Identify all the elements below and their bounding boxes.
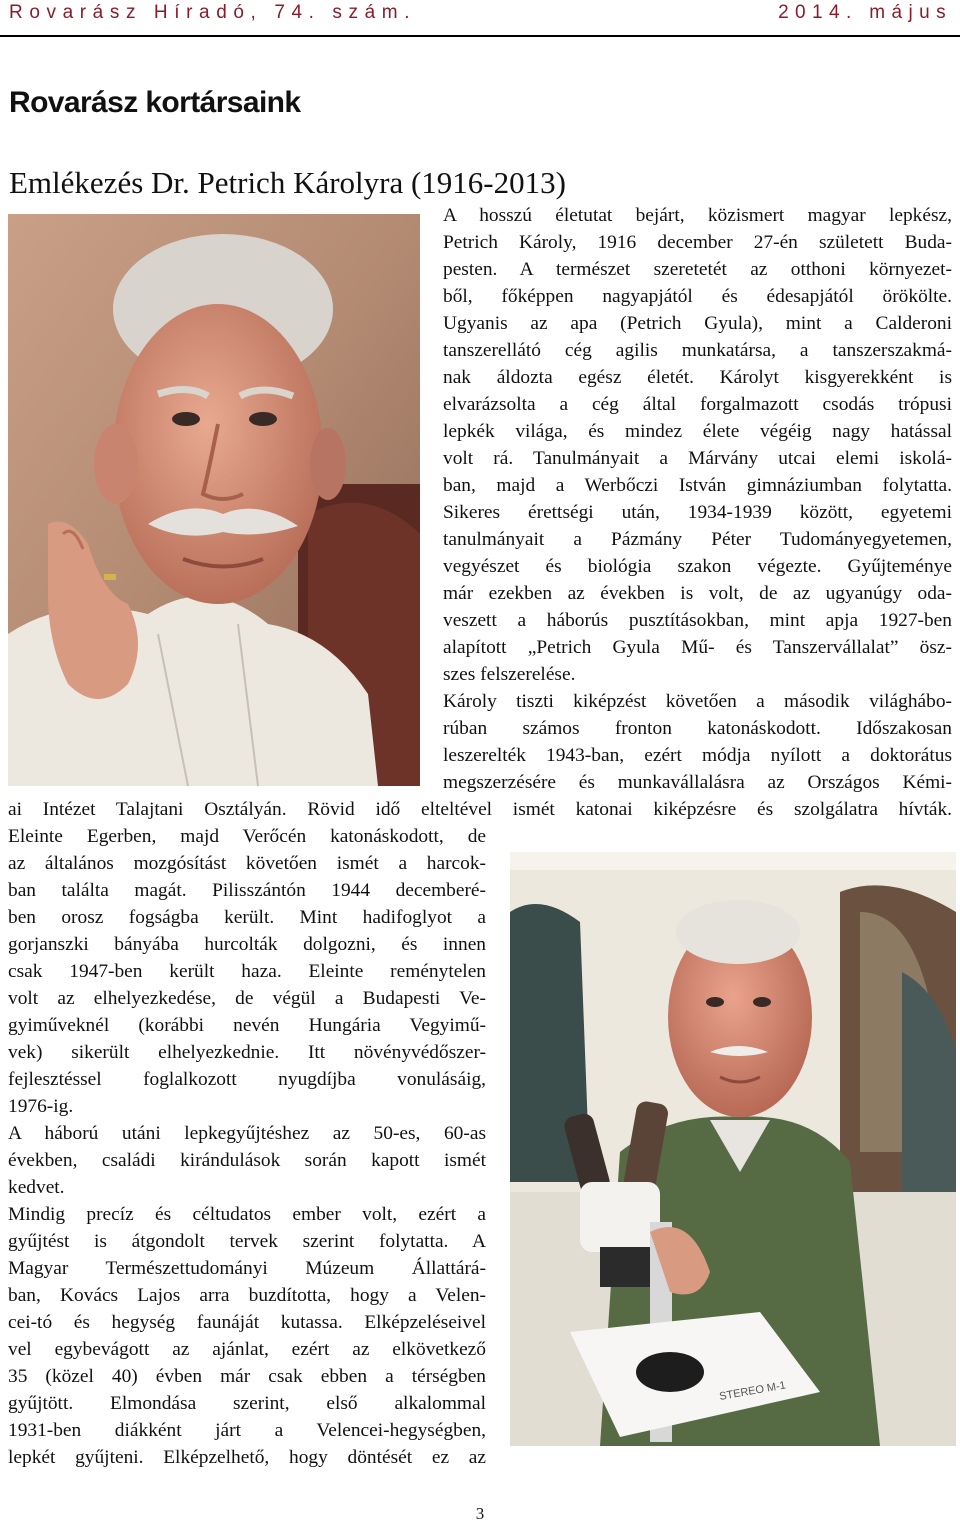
text-line: 35 (közel 40) évben már csak ebben a térségben	[8, 1366, 486, 1387]
text-line: az általános mozgósítást követően ismét a harcok-	[8, 853, 486, 874]
text-line: alapított „Petrich Gyula Mű- és Tanszervállalat” ösz-	[443, 637, 952, 658]
portrait-photo	[8, 214, 420, 786]
text-line: években, családi kirándulások során kapott ismét	[8, 1150, 486, 1171]
text-line: gyűjtött. Elmondása szerint, első alkalommal	[8, 1393, 486, 1414]
text-line: leszerelték 1943-ban, ezért módja nyílott a doktorátus	[443, 745, 952, 766]
text-line: 1931-ben diákként járt a Velencei-hegységben,	[8, 1420, 486, 1441]
text-line: veszett a háborús pusztításokban, mint apja 1927-ben	[443, 610, 952, 631]
text-line: tanulmányait a Pázmány Péter Tudományegyetemen,	[443, 529, 952, 550]
microscope-label: STEREO M-1	[718, 1379, 787, 1403]
text-line: szes felszerelése.	[443, 664, 576, 685]
text-line: pesten. A természet szeretetét az otthoni környezet-	[443, 259, 952, 280]
text-line: nak áldozta egész életét. Károlyt kisgyerekként is	[443, 367, 952, 388]
text-line: gyiműveknél (korábbi nevén Hungária Vegyimű-	[8, 1015, 486, 1036]
text-line: ben orosz fogságba került. Mint hadifoglyot a	[8, 907, 486, 928]
text-line: volt az elhelyezkedése, de végül a Budapesti Ve-	[8, 988, 486, 1009]
text-line: megszerzésére és munkavállalásra az Országos Kémi-	[443, 772, 952, 793]
text-line: A hosszú életutat bejárt, közismert magyar lepkész,	[443, 205, 952, 226]
text-line: rúban számos fronton katonáskodott. Időszakosan	[443, 718, 952, 739]
text-line: ban találta magát. Pilisszántón 1944 decemberé-	[8, 880, 486, 901]
microscope-photo	[510, 852, 956, 1446]
text-line: Petrich Károly, 1916 december 27-én született Buda-	[443, 232, 952, 253]
header-divider	[0, 35, 960, 37]
text-line: Magyar Természettudományi Múzeum Állattárá-	[8, 1258, 486, 1279]
text-line: Sikeres érettségi után, 1934-1939 között, egyetemi	[443, 502, 952, 523]
running-header-date: 2014. május	[778, 2, 952, 23]
text-line: gyűjtést is átgondolt tervek szerint folytatta. A	[8, 1231, 486, 1252]
text-line: volt rá. Tanulmányait a Márvány utcai elemi iskolá-	[443, 448, 952, 469]
text-line: Mindig precíz és céltudatos ember volt, ezért a	[8, 1204, 486, 1225]
text-line: ban, Kovács Lajos arra buzdította, hogy a Velen-	[8, 1285, 486, 1306]
text-line: vel egybevágott az ajánlat, ezért az elkövetkező	[8, 1339, 486, 1360]
running-header-title: Rovarász Híradó, 74. szám.	[9, 2, 417, 23]
text-line: vegyészet és biológia szakon végezte. Gyűjteménye	[443, 556, 952, 577]
text-line: már ezekben az években is volt, de az ugyanúgy oda-	[443, 583, 952, 604]
full-width-text-line: ai Intézet Talajtani Osztályán. Rövid idő elteltével ismét katonai kiképzésre és szolgálatra hívták.	[8, 799, 952, 820]
text-line: ban, majd a Werbőczi István gimnáziumban folytatta.	[443, 475, 952, 496]
text-line: cei-tó és hegység faunáját kutassa. Elképzeléseivel	[8, 1312, 486, 1333]
page-number: 3	[475, 1504, 485, 1523]
text-line: ből, főképpen nagyapjától és édesapjától örökölte.	[443, 286, 952, 307]
text-line: fejlesztéssel foglalkozott nyugdíjba vonulásáig,	[8, 1069, 486, 1090]
text-line: Eleinte Egerben, majd Verőcén katonáskodott, de	[8, 826, 486, 847]
text-line: csak 1947-ben került haza. Eleinte reménytelen	[8, 961, 486, 982]
text-line: kedvet.	[8, 1177, 65, 1198]
text-line: gorjanszki bányába hurcolták dolgozni, és innen	[8, 934, 486, 955]
article-title: Emlékezés Dr. Petrich Károlyra (1916-2013)	[9, 165, 566, 200]
text-line: lepkék világa, és mindez élete végéig nagy hatással	[443, 421, 952, 442]
text-line: elvarázsolta a cég által forgalmazott csodás trópusi	[443, 394, 952, 415]
text-line: lepkét gyűjteni. Elképzelhető, hogy döntését ez az	[8, 1447, 486, 1468]
section-title: Rovarász kortársaink	[9, 86, 301, 119]
text-line: Károly tiszti kiképzést követően a második világhábo-	[443, 691, 952, 712]
text-line: vek) sikerült elhelyezkednie. Itt növényvédőszer-	[8, 1042, 486, 1063]
text-line: 1976-ig.	[8, 1096, 74, 1117]
text-line: A háború utáni lepkegyűjtéshez az 50-es, 60-as	[8, 1123, 486, 1144]
text-line: Ugyanis az apa (Petrich Gyula), mint a Calderoni	[443, 313, 952, 334]
text-line: tanszerellátó cég agilis munkatársa, a tanszerszakmá-	[443, 340, 952, 361]
